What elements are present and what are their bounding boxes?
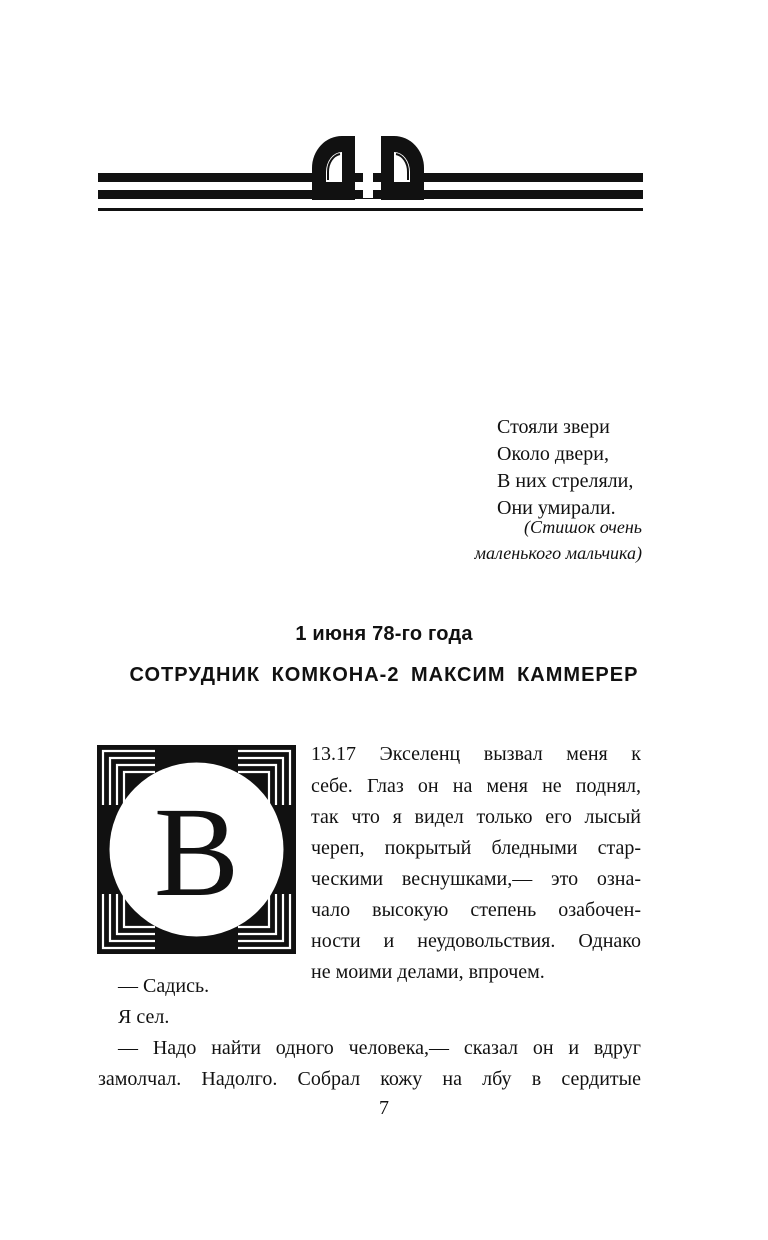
epigraph-line: Стояли звери xyxy=(497,416,610,438)
epigraph-line: Они умирали. xyxy=(497,497,616,519)
chapter-ornament xyxy=(98,128,643,220)
page-number: 7 xyxy=(379,1097,389,1119)
body-line: 13.17 Экселенц вызвал меня к xyxy=(311,743,641,765)
dialogue-line: — Садись. xyxy=(118,975,210,997)
dropcap-letter: В xyxy=(153,780,240,923)
dialogue-line: — Надо найти одного человека,— сказал он и вдруг xyxy=(118,1037,641,1059)
body-line: ности и неудовольствия. Однако xyxy=(311,930,641,952)
chapter-narrator-heading: СОТРУДНИК КОМКОНА-2 МАКСИМ КАММЕРЕР xyxy=(129,664,639,686)
epigraph xyxy=(497,414,633,522)
body-line: не моими делами, впрочем. xyxy=(311,961,545,983)
attribution-line: маленького мальчика) xyxy=(474,543,642,563)
body-line: череп, покрытый бледными стар- xyxy=(311,837,641,859)
chapter-date-heading: 1 июня 78-го года xyxy=(295,623,473,645)
body-line: так что я видел только его лысый xyxy=(311,806,641,828)
body-line: чало высокую степень озабочен- xyxy=(311,899,641,921)
body-line: себе. Глаз он на меня не поднял, xyxy=(311,775,641,797)
body-line: ческими веснушками,— это озна- xyxy=(311,868,641,890)
attribution-line: (Стишок очень xyxy=(524,517,642,537)
epigraph-attribution xyxy=(474,514,642,566)
epigraph-line: В них стреляли, xyxy=(497,470,634,492)
epigraph-line: Около двери, xyxy=(497,443,609,465)
body-line: замолчал. Надолго. Собрал кожу на лбу в сердитые xyxy=(98,1068,641,1090)
body-line: Я сел. xyxy=(118,1006,170,1028)
